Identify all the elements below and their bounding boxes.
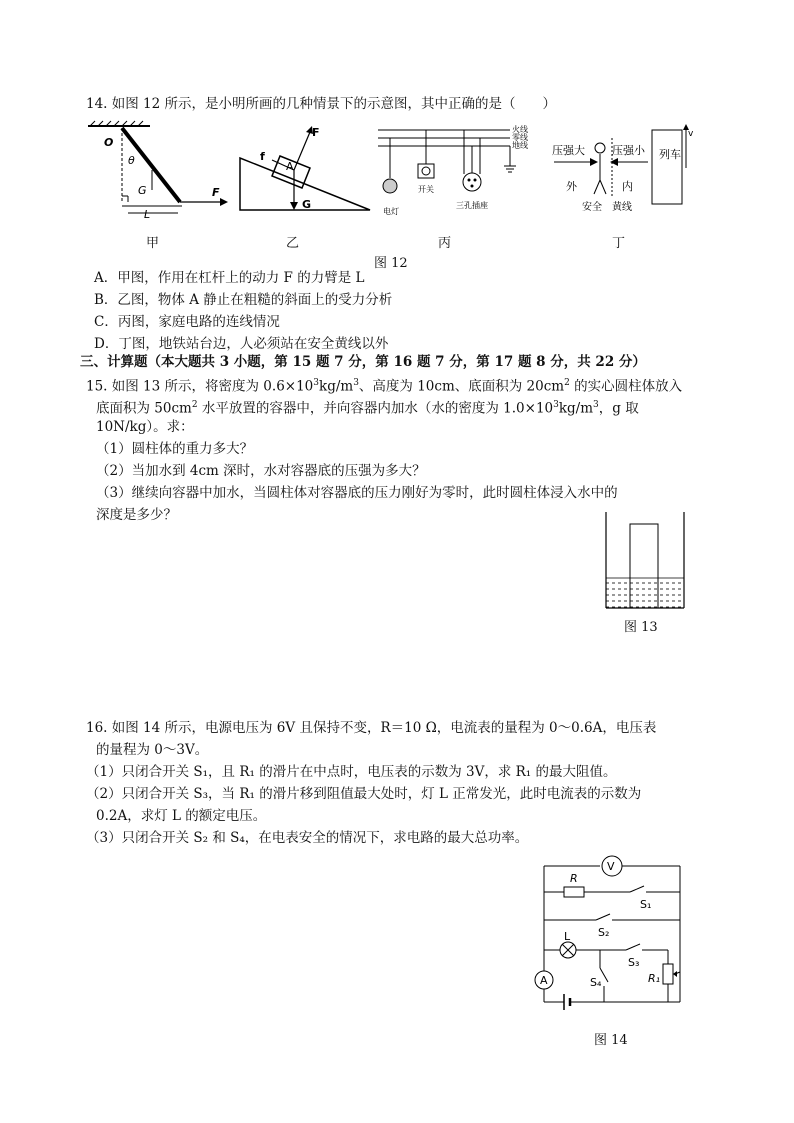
- svg-text:列车: 列车: [659, 148, 681, 161]
- svg-text:F: F: [212, 186, 220, 199]
- svg-text:内: 内: [622, 180, 633, 193]
- svg-text:安全: 安全: [582, 202, 602, 213]
- q16-part-2: （2）只闭合开关 S₃，当 R₁ 的滑片移到阻值最大处时，灯 L 正常发光，此时电流表的示数为: [86, 786, 642, 802]
- q15-part-2: （2）当加水到 4cm 深时，水对容器底的压强为多大？: [96, 463, 426, 479]
- svg-text:火线: 火线: [512, 125, 528, 134]
- svg-text:G: G: [302, 198, 312, 211]
- svg-text:L: L: [144, 208, 151, 221]
- figure-yi: [240, 126, 370, 211]
- svg-text:S₃: S₃: [628, 956, 640, 969]
- q15-part-3: （3）继续向容器中加水，当圆柱体对容器底的压力刚好为零时，此时圆柱体浸入水中的: [96, 485, 618, 501]
- svg-text:地线: 地线: [512, 141, 528, 150]
- svg-text:黄线: 黄线: [612, 202, 632, 213]
- svg-text:v: v: [688, 129, 694, 139]
- svg-text:开关: 开关: [418, 185, 434, 194]
- q16-part-1: （1）只闭合开关 S₁，且 R₁ 的滑片在中点时，电压表的示数为 3V，求 R₁ 的最大阻值。: [86, 764, 617, 780]
- svg-text:压强小: 压强小: [612, 144, 645, 157]
- figure-12: [80, 118, 700, 228]
- figure-12-caption: 图 12: [374, 256, 408, 271]
- svg-text:S₄: S₄: [590, 976, 602, 989]
- q15-line-2: 底面积为 $50cm^2$ 水平放置的容器中，并向容器内加水（水的密度为 $1.0\times 10^3kg/m^3$，g 取: [96, 400, 639, 417]
- label-bing: 丙: [438, 236, 452, 251]
- svg-text:压强大: 压强大: [552, 144, 585, 157]
- figure-bing: [378, 124, 528, 216]
- svg-text:f: f: [260, 150, 265, 163]
- svg-text:零线: 零线: [512, 133, 528, 142]
- q15-part-1: （1）圆柱体的重力多大？: [96, 441, 254, 457]
- q16-line-1: 16. 如图 14 所示，电源电压为 6V 且保持不变，R＝10 Ω，电流表的量程为 0～0.6A，电压表: [86, 720, 657, 736]
- svg-text:A: A: [286, 160, 294, 173]
- figure-14-caption: 图 14: [594, 1033, 628, 1048]
- q14-option-b: B．乙图，物体 A 静止在粗糙的斜面上的受力分析: [94, 292, 393, 308]
- label-yi: 乙: [286, 236, 300, 251]
- svg-text:S₁: S₁: [640, 898, 652, 911]
- svg-text:L: L: [564, 930, 571, 943]
- figure-ding: [552, 124, 694, 213]
- figure-jia: [88, 121, 228, 221]
- svg-text:电灯: 电灯: [383, 207, 399, 216]
- svg-text:V: V: [607, 860, 615, 873]
- q14-option-d: D．丁图，地铁站台边，人必须站在安全黄线以外: [94, 336, 389, 352]
- figure-14: [530, 852, 710, 1022]
- figure-13-caption: 图 13: [624, 620, 658, 635]
- label-ding: 丁: [612, 236, 626, 251]
- svg-text:θ: θ: [128, 154, 135, 167]
- q15-part-3-cont: 深度是多少？: [96, 507, 177, 523]
- q14-stem: 14. 如图 12 所示，是小明所画的几种情景下的示意图，其中正确的是（ ）: [86, 96, 557, 112]
- section-3-heading: 三、计算题（本大题共 3 小题，第 15 题 7 分，第 16 题 7 分，第 17 题 8 分，共 22 分）: [80, 354, 646, 370]
- label-jia: 甲: [146, 236, 160, 251]
- figure-13: [600, 508, 690, 612]
- q16-line-2: 的量程为 0～3V。: [96, 742, 209, 758]
- svg-text:A: A: [540, 974, 548, 987]
- q16-part-2-cont: 0.2A，求灯 L 的额定电压。: [96, 808, 267, 824]
- svg-text:R: R: [570, 872, 578, 885]
- svg-text:S₂: S₂: [598, 926, 610, 939]
- svg-text:O: O: [104, 136, 114, 149]
- svg-text:G: G: [138, 184, 147, 197]
- q14-option-c: C．丙图，家庭电路的连线情况: [94, 314, 280, 330]
- svg-text:外: 外: [566, 180, 577, 193]
- svg-text:F: F: [312, 126, 320, 139]
- q15-line-1: 15. 如图 13 所示，将密度为 $0.6\times 10^3kg/m^3$、高度为 10cm、底面积为 $20cm^2$ 的实心圆柱体放入: [86, 378, 683, 395]
- q14-option-a: A．甲图，作用在杠杆上的动力 F 的力臂是 L: [94, 270, 365, 286]
- svg-text:三孔插座: 三孔插座: [456, 201, 488, 210]
- q16-part-3: （3）只闭合开关 S₂ 和 S₄，在电表安全的情况下，求电路的最大总功率。: [86, 830, 529, 846]
- q15-line-3: 10N/kg）。求：: [96, 419, 194, 435]
- svg-text:R₁: R₁: [648, 972, 661, 985]
